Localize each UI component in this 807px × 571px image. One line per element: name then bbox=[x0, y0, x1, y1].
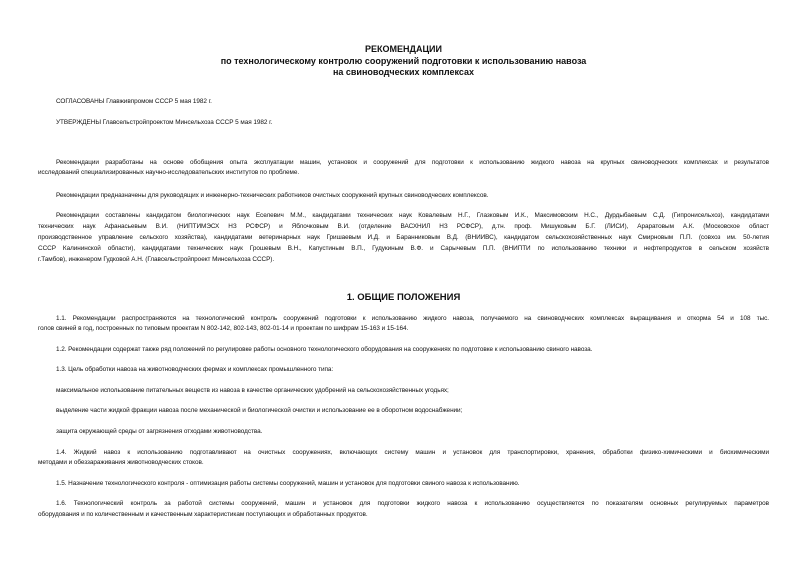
approval-agreed: СОГЛАСОВАНЫ Главживпромом СССР 5 мая 1982 г. bbox=[56, 98, 212, 105]
document-subtitle-line2: на свиноводческих комплексах bbox=[332, 67, 475, 77]
clause-1-4-line2: методами и обеззараживания животноводческих стоков. bbox=[38, 459, 204, 466]
intro-paragraph-3-line3: производственное управление сельского хозяйства), кандидатами ветеринарных наук Гришаевым И.Д. и Баранниковым В.Д. (ВНИИВС), кандидатом сельскохозяйственных наук Смирновым П.П. (совхоз им. 50-летия bbox=[38, 234, 769, 241]
clause-1-6-line2: оборудования и по количественным и качественным характеристикам поступающих и обработанных продуктов. bbox=[38, 511, 368, 518]
clause-1-5: 1.5. Назначение технологического контроля - оптимизация работы системы сооружений, машин и установок для подготовки свиного навоза к использованию. bbox=[56, 480, 520, 487]
clause-1-2: 1.2. Рекомендации содержат также ряд положений по регулировке работы основного технологического оборудования на сооружениях по подготовке к использованию свиного навоза. bbox=[56, 346, 593, 353]
intro-paragraph-1-line2: исследований специализированных научно-исследовательских институтов по проблеме. bbox=[38, 169, 300, 176]
clause-1-1-line1: 1.1. Рекомендации распространяются на технологический контроль сооружений подготовки к использованию жидкого навоза, получаемого на свиноводческих комплексах выращивания и откорма 54 и 108 тыс. bbox=[56, 315, 769, 322]
intro-paragraph-1-line1: Рекомендации разработаны на основе обобщения опыта эксплуатации машин, установок и сооружений для подготовки к использованию жидкого навоза на крупных свиноводческих комплексах и результатов bbox=[56, 159, 769, 166]
clause-1-3-item-b: выделение части жидкой фракции навоза после механической и биологической очистки и использование ее в оборотном водоснабжении; bbox=[56, 407, 463, 414]
document-title: РЕКОМЕНДАЦИИ bbox=[365, 44, 442, 54]
section-heading: 1. ОБЩИЕ ПОЛОЖЕНИЯ bbox=[346, 292, 461, 303]
document-subtitle-line1: по технологическому контролю сооружений подготовки к использованию навоза bbox=[220, 56, 587, 66]
approval-approved: УТВЕРЖДЕНЫ Главсельстройпроектом Минсельхоза СССР 5 мая 1982 г. bbox=[56, 119, 273, 126]
intro-paragraph-3-line4: СССР Калининской области), кандидатами технических наук Грошевым В.Н., Капустиным В.П., Гудукиным В.Ф. и Сарычевым П.П. (ВНИПТИ по использованию техники и нефтепродуктов в сельском хозяйств bbox=[38, 245, 769, 252]
intro-paragraph-2: Рекомендации предназначены для руководящих и инженерно-технических работников очистных сооружений крупных свиноводческих комплексов. bbox=[56, 192, 489, 199]
intro-paragraph-3-line2: технических наук Афанасьевым В.И. (НИПТИМЭСХ НЗ РСФСР) и Яблочковым В.И. (отделение ВАСХНИЛ НЗ РСФСР), д.тн. проф. Мишуковым Б.Г. (ЛИСИ), Араратовым А.К. (Московское област bbox=[38, 223, 769, 230]
clause-1-3: 1.3. Цель обработки навоза на животноводческих фермах и комплексах промышленного типа: bbox=[56, 366, 334, 373]
intro-paragraph-3-line5: г.Тамбов), инженером Гудковой А.Н. (Главсельстройпроект Минсельхоза СССР). bbox=[38, 256, 275, 263]
intro-paragraph-3-line1: Рекомендации составлены кандидатом биологических наук Еселевич М.М., кандидатами технических наук Ковалевым Н.Г., Глазковым И.К., Максимовским Н.С., Дурдыбаевым С.Д. (Гипронисельхоз), кандидатами bbox=[56, 212, 769, 219]
clause-1-6-line1: 1.6. Технологический контроль за работой системы сооружений, машин и установок для подготовки жидкого навоза к использованию осуществляется по показателям основных регулируемых параметров bbox=[56, 500, 769, 507]
clause-1-4-line1: 1.4. Жидкий навоз к использованию подготавливают на очистных сооружениях, включающих систему машин и установок для транспортировки, хранения, обработки физико-химическими и биохимическими bbox=[56, 449, 769, 456]
clause-1-3-item-a: максимальное использование питательных веществ из навоза в качестве органических удобрений на сельскохозяйственных угодьях; bbox=[56, 387, 449, 394]
clause-1-3-item-c: защита окружающей среды от загрязнения отходами животноводства. bbox=[56, 428, 263, 435]
clause-1-1-line2: голов свиней в год, построенных по типовым проектам N 802-142, 802-143, 802-01-14 и проектам по шифрам 15-163 и 15-164. bbox=[38, 325, 409, 332]
